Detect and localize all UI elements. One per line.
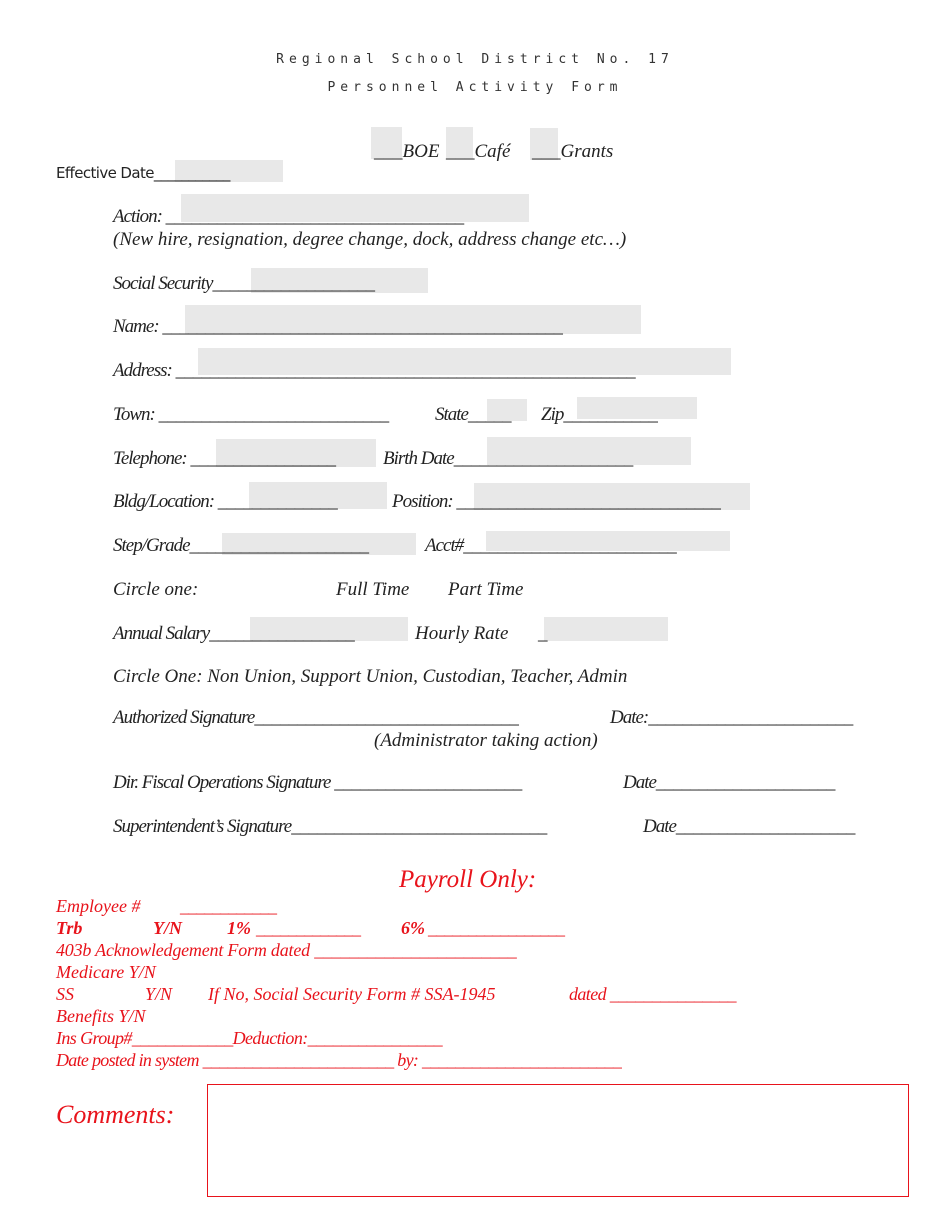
grants-option: ___Grants [532,141,614,162]
form-title: Personnel Activity Form [327,80,623,95]
superintendent-date-label: Date_____________________ [643,816,855,837]
full-time-option[interactable]: Full Time [336,579,410,600]
authorized-date-label: Date:________________________ [610,707,853,728]
name-label: Name: _______________________________________________ [113,316,562,337]
hourly-rate-line: _ [538,623,548,644]
union-circle-one: Circle One: Non Union, Support Union, Custodian, Teacher, Admin [113,666,628,687]
ss-yn: Y/N [145,984,173,1004]
fiscal-date-label: Date_____________________ [623,772,835,793]
six-percent-label: 6% [401,918,425,938]
administrator-note: (Administrator taking action) [374,730,598,751]
authorized-signature-label: Authorized Signature_______________________________ [113,707,518,728]
ss-note: If No, Social Security Form # SSA-1945 [208,984,496,1004]
acct-label: Acct#_________________________ [425,535,676,556]
part-time-option[interactable]: Part Time [448,579,524,600]
employee-number-label: Employee # [56,896,141,916]
birth-date-label: Birth Date_____________________ [383,448,633,469]
position-label: Position: _______________________________ [392,491,720,512]
one-percent-label: 1% [227,918,251,938]
address-label: Address: ______________________________________________________ [113,360,635,381]
date-posted-line: Date posted in system _______________________ by: ________________________ [56,1050,622,1070]
fiscal-signature-label: Dir. Fiscal Operations Signature ______________________ [113,772,522,793]
zip-label: Zip___________ [541,404,657,425]
bldg-location-label: Bldg/Location: ______________ [113,491,337,512]
district-name: Regional School District No. 17 [276,52,674,67]
telephone-label: Telephone: _________________ [113,448,335,469]
medicare-line: Medicare Y/N [56,962,156,982]
boe-option: ___BOE [374,141,440,162]
comments-label: Comments: [56,1100,175,1129]
comments-box[interactable] [207,1084,909,1197]
payroll-title: Payroll Only: [399,866,537,893]
benefits-line: Benefits Y/N [56,1006,146,1026]
annual-salary-label: Annual Salary_________________ [113,623,354,644]
town-label: Town: ___________________________ [113,404,389,425]
effective-date-label: Effective Date___________ [56,164,230,182]
action-hint: (New hire, resignation, degree change, dock, address change etc…) [113,229,627,250]
ss-dated: dated _______________ [569,984,736,1004]
trb-yn: Y/N [153,918,182,938]
superintendent-signature-label: Superintendent’s Signature______________________________ [113,816,547,837]
ins-group-line: Ins Group#____________Deduction:________________ [56,1028,443,1048]
employee-number-line: ____________ [180,896,276,916]
state-label: State_____ [435,404,511,425]
ack-form-line: 403b Acknowledgement Form dated _______________________ [56,940,517,960]
cafe-option: ___Café [446,141,511,162]
six-percent-line: _________________ [428,918,564,938]
action-label: Action: ___________________________________ [113,206,464,227]
hourly-rate-field[interactable] [544,617,668,641]
one-percent-line: _____________ [256,918,360,938]
social-security-label: Social Security___________________ [113,273,374,294]
circle-one-label: Circle one: [113,579,199,600]
hourly-rate-label: Hourly Rate [415,623,509,644]
ss-label: SS [56,984,74,1004]
step-grade-label: Step/Grade_____________________ [113,535,369,556]
trb-label: Trb [56,918,83,938]
